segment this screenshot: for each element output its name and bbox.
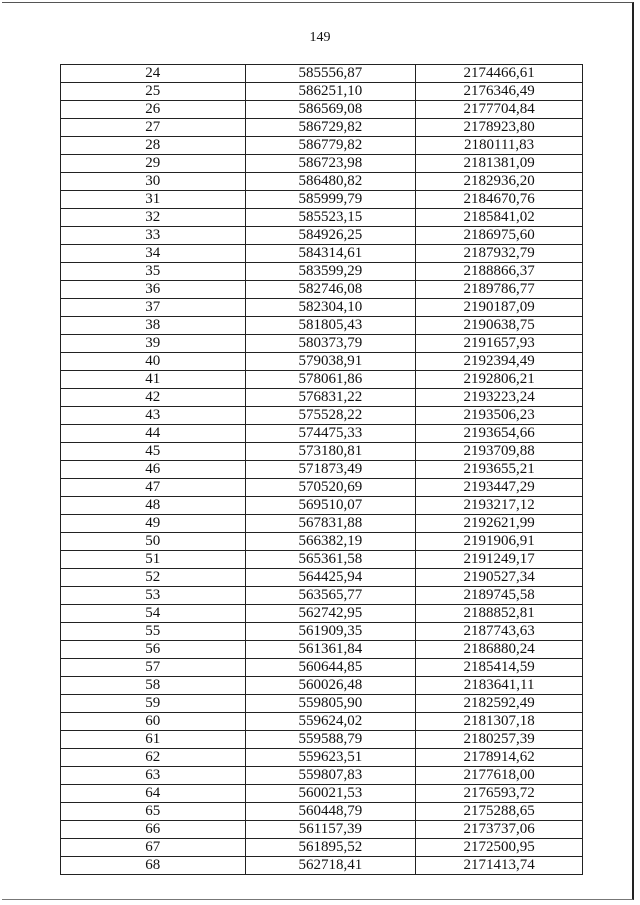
x-coordinate-cell: 574475,33	[245, 425, 416, 443]
x-coordinate-cell: 569510,07	[245, 497, 416, 515]
point-number-cell: 53	[61, 587, 246, 605]
point-number-cell: 57	[61, 659, 246, 677]
y-coordinate-cell: 2191657,93	[416, 335, 583, 353]
x-coordinate-cell: 584314,61	[245, 245, 416, 263]
table-row	[61, 857, 583, 875]
y-coordinate-cell: 2186880,24	[416, 641, 583, 659]
point-number-cell: 37	[61, 299, 246, 317]
x-coordinate-cell: 586779,82	[245, 137, 416, 155]
y-coordinate-cell: 2180257,39	[416, 731, 583, 749]
x-coordinate-cell: 562742,95	[245, 605, 416, 623]
point-number-cell: 43	[61, 407, 246, 425]
x-coordinate-cell: 560026,48	[245, 677, 416, 695]
table-row	[61, 839, 583, 857]
x-coordinate-cell: 559624,02	[245, 713, 416, 731]
table-row	[61, 497, 583, 515]
point-number-cell: 52	[61, 569, 246, 587]
point-number-cell: 24	[61, 65, 246, 83]
y-coordinate-cell: 2180111,83	[416, 137, 583, 155]
point-number-cell: 45	[61, 443, 246, 461]
table-row	[61, 137, 583, 155]
point-number-cell: 58	[61, 677, 246, 695]
point-number-cell: 30	[61, 173, 246, 191]
point-number-cell: 34	[61, 245, 246, 263]
x-coordinate-cell: 581805,43	[245, 317, 416, 335]
page-number: 149	[309, 30, 331, 45]
y-coordinate-cell: 2185841,02	[416, 209, 583, 227]
table-row	[61, 101, 583, 119]
table-row	[61, 281, 583, 299]
table-row	[61, 263, 583, 281]
y-coordinate-cell: 2189745,58	[416, 587, 583, 605]
y-coordinate-cell: 2190527,34	[416, 569, 583, 587]
y-coordinate-cell: 2175288,65	[416, 803, 583, 821]
y-coordinate-cell: 2182936,20	[416, 173, 583, 191]
table-row	[61, 65, 583, 83]
table-row	[61, 371, 583, 389]
table-row	[61, 569, 583, 587]
point-number-cell: 48	[61, 497, 246, 515]
x-coordinate-cell: 578061,86	[245, 371, 416, 389]
x-coordinate-cell: 559588,79	[245, 731, 416, 749]
table-row	[61, 551, 583, 569]
x-coordinate-cell: 560448,79	[245, 803, 416, 821]
y-coordinate-cell: 2193506,23	[416, 407, 583, 425]
x-coordinate-cell: 571873,49	[245, 461, 416, 479]
x-coordinate-cell: 560021,53	[245, 785, 416, 803]
y-coordinate-cell: 2178914,62	[416, 749, 583, 767]
y-coordinate-cell: 2186975,60	[416, 227, 583, 245]
x-coordinate-cell: 576831,22	[245, 389, 416, 407]
x-coordinate-cell: 579038,91	[245, 353, 416, 371]
x-coordinate-cell: 575528,22	[245, 407, 416, 425]
table-row	[61, 695, 583, 713]
point-number-cell: 39	[61, 335, 246, 353]
x-coordinate-cell: 559623,51	[245, 749, 416, 767]
coordinates-table-body	[61, 65, 583, 875]
y-coordinate-cell: 2193217,12	[416, 497, 583, 515]
table-row	[61, 749, 583, 767]
table-row	[61, 641, 583, 659]
y-coordinate-cell: 2171413,74	[416, 857, 583, 875]
table-row	[61, 605, 583, 623]
x-coordinate-cell: 563565,77	[245, 587, 416, 605]
x-coordinate-cell: 585556,87	[245, 65, 416, 83]
table-row	[61, 479, 583, 497]
y-coordinate-cell: 2187743,63	[416, 623, 583, 641]
y-coordinate-cell: 2181307,18	[416, 713, 583, 731]
x-coordinate-cell: 566382,19	[245, 533, 416, 551]
table-row	[61, 677, 583, 695]
point-number-cell: 65	[61, 803, 246, 821]
y-coordinate-cell: 2173737,06	[416, 821, 583, 839]
y-coordinate-cell: 2178923,80	[416, 119, 583, 137]
y-coordinate-cell: 2172500,95	[416, 839, 583, 857]
y-coordinate-cell: 2193447,29	[416, 479, 583, 497]
point-number-cell: 60	[61, 713, 246, 731]
table-row	[61, 245, 583, 263]
point-number-cell: 28	[61, 137, 246, 155]
table-row	[61, 515, 583, 533]
y-coordinate-cell: 2177704,84	[416, 101, 583, 119]
coordinates-table	[60, 64, 583, 875]
x-coordinate-cell: 561361,84	[245, 641, 416, 659]
point-number-cell: 46	[61, 461, 246, 479]
table-row	[61, 155, 583, 173]
table-row	[61, 713, 583, 731]
point-number-cell: 40	[61, 353, 246, 371]
x-coordinate-cell: 584926,25	[245, 227, 416, 245]
y-coordinate-cell: 2181381,09	[416, 155, 583, 173]
point-number-cell: 47	[61, 479, 246, 497]
y-coordinate-cell: 2190638,75	[416, 317, 583, 335]
point-number-cell: 33	[61, 227, 246, 245]
y-coordinate-cell: 2193709,88	[416, 443, 583, 461]
x-coordinate-cell: 586251,10	[245, 83, 416, 101]
y-coordinate-cell: 2189786,77	[416, 281, 583, 299]
x-coordinate-cell: 586729,82	[245, 119, 416, 137]
y-coordinate-cell: 2184670,76	[416, 191, 583, 209]
table-row	[61, 227, 583, 245]
x-coordinate-cell: 561895,52	[245, 839, 416, 857]
x-coordinate-cell: 582746,08	[245, 281, 416, 299]
x-coordinate-cell: 559805,90	[245, 695, 416, 713]
y-coordinate-cell: 2187932,79	[416, 245, 583, 263]
y-coordinate-cell: 2191249,17	[416, 551, 583, 569]
point-number-cell: 59	[61, 695, 246, 713]
x-coordinate-cell: 570520,69	[245, 479, 416, 497]
y-coordinate-cell: 2193655,21	[416, 461, 583, 479]
table-row	[61, 461, 583, 479]
table-row	[61, 785, 583, 803]
x-coordinate-cell: 559807,83	[245, 767, 416, 785]
y-coordinate-cell: 2192806,21	[416, 371, 583, 389]
point-number-cell: 25	[61, 83, 246, 101]
table-row	[61, 317, 583, 335]
x-coordinate-cell: 585523,15	[245, 209, 416, 227]
table-row	[61, 803, 583, 821]
x-coordinate-cell: 564425,94	[245, 569, 416, 587]
x-coordinate-cell: 583599,29	[245, 263, 416, 281]
x-coordinate-cell: 561157,39	[245, 821, 416, 839]
point-number-cell: 31	[61, 191, 246, 209]
table-row	[61, 335, 583, 353]
y-coordinate-cell: 2176346,49	[416, 83, 583, 101]
point-number-cell: 36	[61, 281, 246, 299]
table-row	[61, 407, 583, 425]
table-row	[61, 659, 583, 677]
point-number-cell: 62	[61, 749, 246, 767]
point-number-cell: 29	[61, 155, 246, 173]
table-row	[61, 767, 583, 785]
table-row	[61, 623, 583, 641]
table-row	[61, 731, 583, 749]
y-coordinate-cell: 2193223,24	[416, 389, 583, 407]
table-row	[61, 389, 583, 407]
point-number-cell: 35	[61, 263, 246, 281]
table-row	[61, 533, 583, 551]
y-coordinate-cell: 2192621,99	[416, 515, 583, 533]
y-coordinate-cell: 2188852,81	[416, 605, 583, 623]
y-coordinate-cell: 2185414,59	[416, 659, 583, 677]
table-row	[61, 173, 583, 191]
table-row	[61, 191, 583, 209]
table-row	[61, 119, 583, 137]
x-coordinate-cell: 567831,88	[245, 515, 416, 533]
point-number-cell: 27	[61, 119, 246, 137]
point-number-cell: 67	[61, 839, 246, 857]
point-number-cell: 63	[61, 767, 246, 785]
table-row	[61, 443, 583, 461]
x-coordinate-cell: 586480,82	[245, 173, 416, 191]
y-coordinate-cell: 2177618,00	[416, 767, 583, 785]
point-number-cell: 32	[61, 209, 246, 227]
x-coordinate-cell: 580373,79	[245, 335, 416, 353]
table-row	[61, 83, 583, 101]
point-number-cell: 49	[61, 515, 246, 533]
y-coordinate-cell: 2190187,09	[416, 299, 583, 317]
point-number-cell: 41	[61, 371, 246, 389]
y-coordinate-cell: 2191906,91	[416, 533, 583, 551]
y-coordinate-cell: 2183641,11	[416, 677, 583, 695]
point-number-cell: 64	[61, 785, 246, 803]
point-number-cell: 44	[61, 425, 246, 443]
y-coordinate-cell: 2174466,61	[416, 65, 583, 83]
point-number-cell: 54	[61, 605, 246, 623]
y-coordinate-cell: 2192394,49	[416, 353, 583, 371]
x-coordinate-cell: 562718,41	[245, 857, 416, 875]
table-row	[61, 587, 583, 605]
x-coordinate-cell: 586723,98	[245, 155, 416, 173]
x-coordinate-cell: 573180,81	[245, 443, 416, 461]
x-coordinate-cell: 585999,79	[245, 191, 416, 209]
table-row	[61, 353, 583, 371]
y-coordinate-cell: 2176593,72	[416, 785, 583, 803]
x-coordinate-cell: 561909,35	[245, 623, 416, 641]
y-coordinate-cell: 2193654,66	[416, 425, 583, 443]
y-coordinate-cell: 2188866,37	[416, 263, 583, 281]
point-number-cell: 51	[61, 551, 246, 569]
x-coordinate-cell: 560644,85	[245, 659, 416, 677]
table-row	[61, 821, 583, 839]
point-number-cell: 42	[61, 389, 246, 407]
point-number-cell: 56	[61, 641, 246, 659]
point-number-cell: 61	[61, 731, 246, 749]
point-number-cell: 55	[61, 623, 246, 641]
x-coordinate-cell: 582304,10	[245, 299, 416, 317]
point-number-cell: 68	[61, 857, 246, 875]
point-number-cell: 26	[61, 101, 246, 119]
table-row	[61, 425, 583, 443]
point-number-cell: 50	[61, 533, 246, 551]
y-coordinate-cell: 2182592,49	[416, 695, 583, 713]
table-row	[61, 299, 583, 317]
point-number-cell: 38	[61, 317, 246, 335]
point-number-cell: 66	[61, 821, 246, 839]
x-coordinate-cell: 586569,08	[245, 101, 416, 119]
table-row	[61, 209, 583, 227]
x-coordinate-cell: 565361,58	[245, 551, 416, 569]
